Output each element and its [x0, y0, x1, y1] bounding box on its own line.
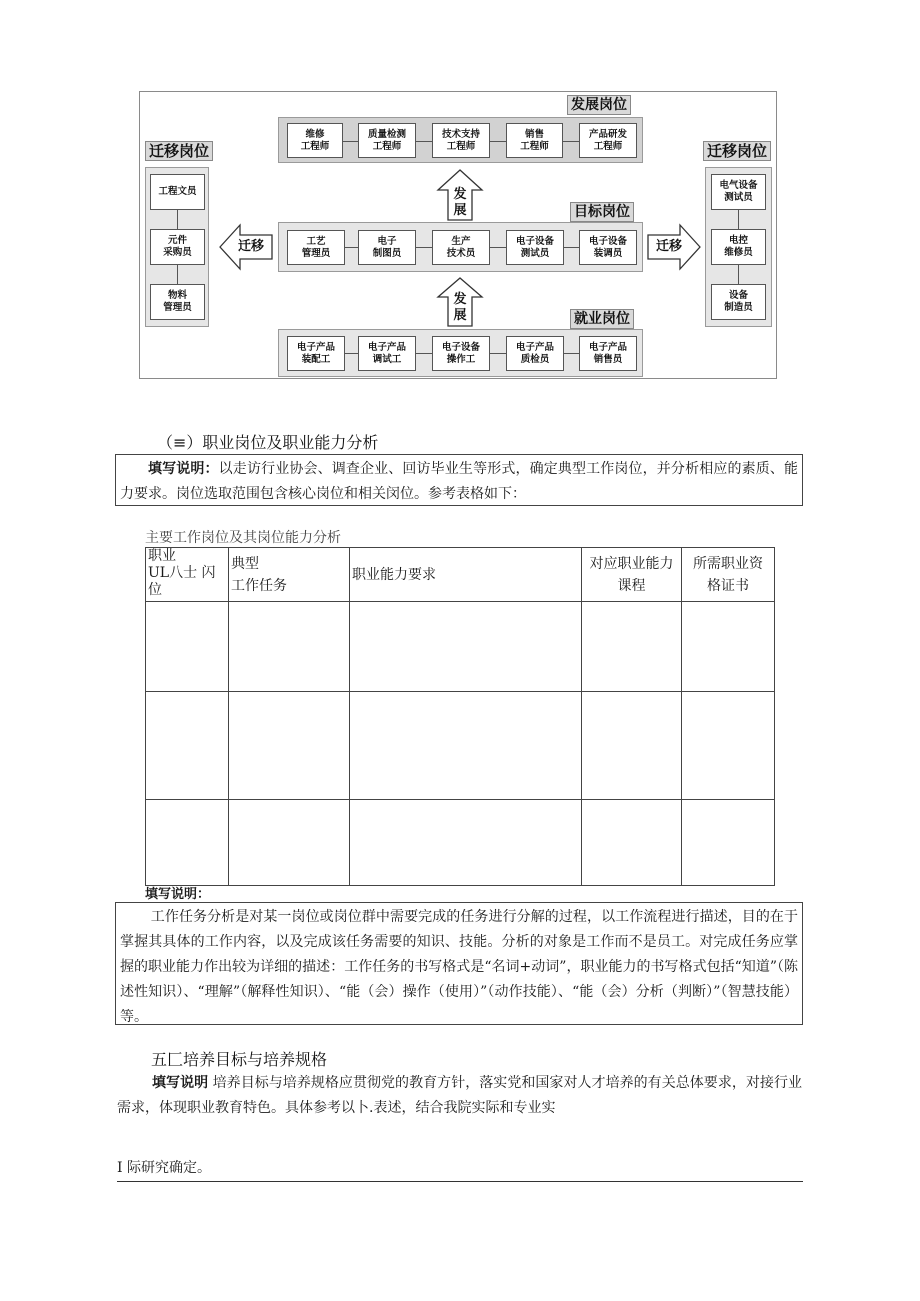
- note-text: 培养目标与培养规格应贯彻党的教育方针，落实党和国家对人才培养的有关总体要求，对接行业需求，体现职业教育特色。具体参考以卜.表述，结合我院实际和专业实: [117, 1075, 803, 1116]
- job-box: 产品研发 工程师: [579, 123, 637, 158]
- header-cell: 典型 工作任务: [229, 548, 350, 602]
- job-box: 电气设备 测试员: [711, 174, 766, 210]
- table-cell[interactable]: [146, 692, 229, 800]
- note-text: 以走访行业协会、调查企业、回访毕业生等形式，确定典型工作岗位，并分析相应的素质、能力要求。岗位选取范围包含核心岗位和相关闵位。参考表格如下：: [120, 461, 799, 502]
- table-cell[interactable]: [682, 692, 775, 800]
- table-row: [146, 800, 775, 886]
- instruction-box: [115, 454, 803, 506]
- header-cell: 职业 UL八士 闪位: [146, 548, 229, 602]
- section-heading: 五匚培养目标与培养规格: [151, 1050, 328, 1069]
- job-box: 物料 管理员: [150, 284, 205, 320]
- develop-arrow-text: 发 展: [453, 292, 467, 323]
- paragraph-continuation: I 际研究确定。: [117, 1160, 211, 1176]
- table-cell[interactable]: [582, 692, 682, 800]
- transfer-right-arrow-text: 迁移: [655, 239, 682, 254]
- job-box: 电控 维修员: [711, 229, 766, 265]
- section-heading: （≡）职业岗位及职业能力分析: [157, 433, 379, 452]
- job-box: 工程文员: [150, 174, 205, 210]
- job-box: 销售 工程师: [506, 123, 563, 158]
- job-box: 技术支持 工程师: [432, 123, 490, 158]
- note-label: 填写说明：: [145, 887, 211, 902]
- develop-label: 发展岗位: [567, 95, 631, 115]
- table-cell[interactable]: [229, 602, 350, 692]
- table-cell[interactable]: [146, 800, 229, 886]
- table-cell[interactable]: [350, 602, 582, 692]
- table-cell[interactable]: [350, 800, 582, 886]
- table-cell[interactable]: [229, 692, 350, 800]
- divider: [117, 1181, 803, 1182]
- header-cell: 所需职业资 格证书: [682, 548, 775, 602]
- job-box: 电子产品 质检员: [506, 336, 564, 371]
- job-box: 电子设备 测试员: [506, 230, 564, 265]
- job-box: 电子 制图员: [358, 230, 416, 265]
- job-box: 生产 技术员: [432, 230, 490, 265]
- job-box: 电子产品 调试工: [358, 336, 416, 371]
- table-header-row: [146, 548, 775, 602]
- table-row: [146, 602, 775, 692]
- job-box: 工艺 管理员: [287, 230, 345, 265]
- table-cell[interactable]: [146, 602, 229, 692]
- table-cell[interactable]: [582, 800, 682, 886]
- job-box: 元件 采购员: [150, 229, 205, 265]
- develop-arrow-text: 发 展: [453, 187, 467, 218]
- entry-label: 就业岗位: [570, 309, 634, 329]
- career-path-diagram: [139, 91, 777, 379]
- job-box: 电子产品 装配工: [287, 336, 345, 371]
- transfer-left-arrow-text: 迁移: [237, 239, 264, 254]
- table-cell[interactable]: [350, 692, 582, 800]
- note-label: 填写说明：: [148, 461, 219, 477]
- target-label: 目标岗位: [570, 202, 634, 222]
- header-cell: 职业能力要求: [350, 548, 582, 602]
- transfer-left-label: 迁移岗位: [145, 141, 213, 161]
- note-text: 工作任务分析是对某一岗位或岗位群中需要完成的任务进行分解的过程，以工作流程进行描述，目的在于掌握其具体的工作内容，以及完成该任务需要的知识、技能。分析的对象是工作而不是员工。对完成任务应掌握的职业能力作出较为详细的描述：工作任务的书写格式是“名词+动词”，职业能力的书写格式包括“知道”（陈述性知识）、“理解”（解释性知识）、“能（会）操作（使用）”（动作技能）、“能（会）分析（判断）”（智慧技能）等。: [120, 909, 798, 1025]
- table-cell[interactable]: [682, 800, 775, 886]
- note-label: 填写说明: [152, 1075, 209, 1091]
- job-ability-table: [145, 547, 775, 886]
- table-cell[interactable]: [582, 602, 682, 692]
- table-row: [146, 692, 775, 800]
- transfer-right-label: 迁移岗位: [703, 141, 771, 161]
- instruction-box: [115, 902, 803, 1025]
- table-cell[interactable]: [682, 602, 775, 692]
- table-cell[interactable]: [229, 800, 350, 886]
- paragraph: [117, 1071, 802, 1121]
- job-box: 电子产品 销售员: [579, 336, 637, 371]
- job-box: 质量检测 工程师: [358, 123, 416, 158]
- job-box: 电子设备 装调员: [579, 230, 637, 265]
- table-caption: 主要工作岗位及其岗位能力分析: [145, 530, 341, 546]
- job-box: 设备 制造员: [711, 284, 766, 320]
- job-box: 维修 工程师: [287, 123, 343, 158]
- header-cell: 对应职业能力 课程: [582, 548, 682, 602]
- job-box: 电子设备 操作工: [432, 336, 490, 371]
